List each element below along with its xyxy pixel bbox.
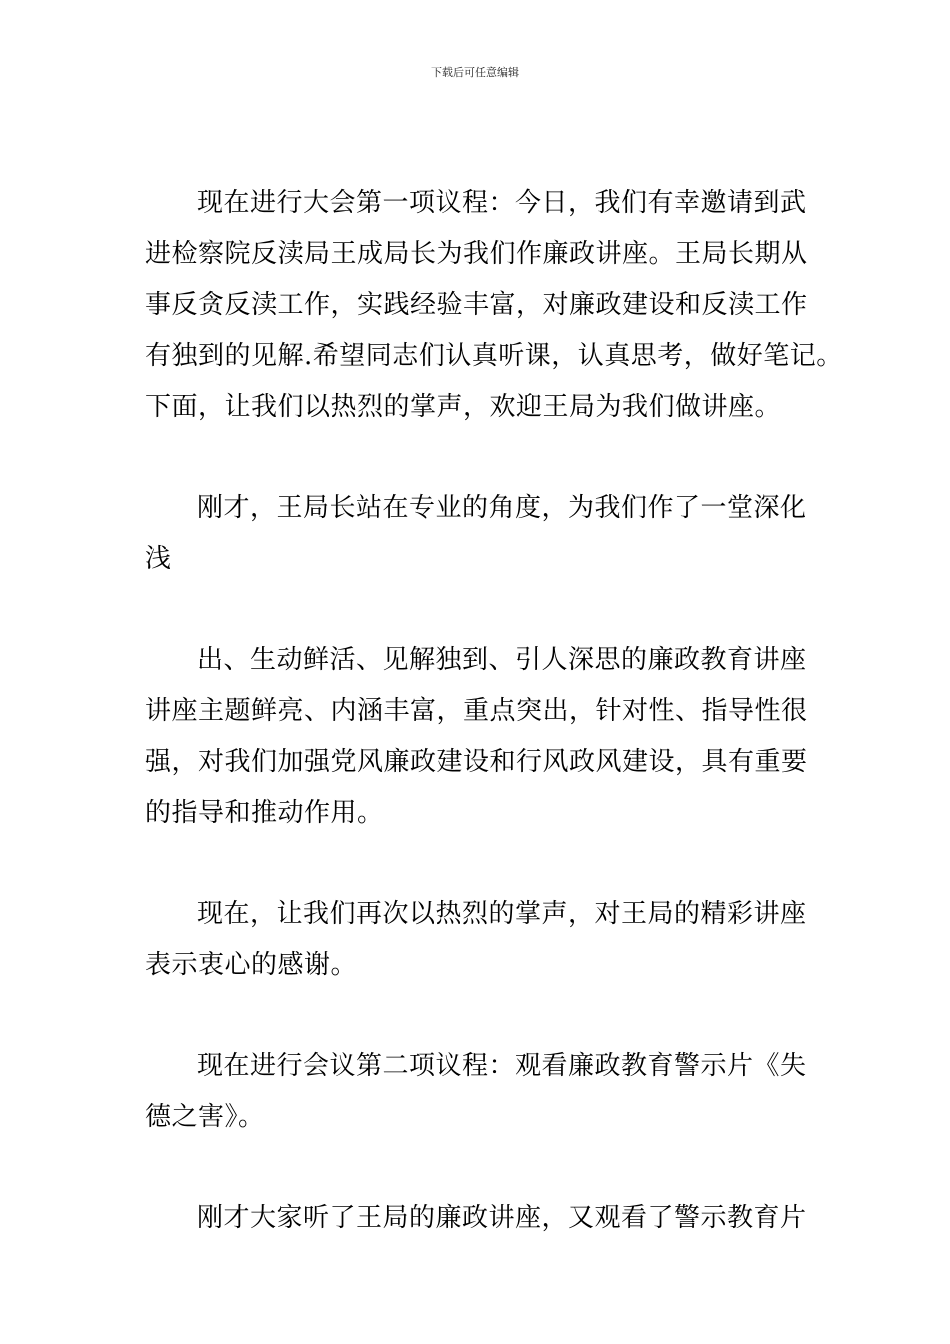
paragraph-3 — [145, 635, 810, 839]
text-line: 下面，让我们以热烈的掌声，欢迎王局为我们做讲座。 — [145, 392, 782, 422]
text-line: 现在进行会议第二项议程：观看廉政教育警示片《失 — [197, 1051, 807, 1081]
text-line: 讲座主题鲜亮、内涵丰富，重点突出，针对性、指导性很 — [145, 696, 808, 726]
paragraph-2 — [145, 483, 810, 585]
page-header: 下载后可任意编辑 — [431, 66, 519, 79]
text-line: 的指导和推动作用。 — [145, 798, 384, 828]
text-line: 进检察院反渎局王成局长为我们作廉政讲座。王局长期从 — [145, 239, 808, 269]
paragraph-5 — [145, 1041, 810, 1143]
text-line: 德之害》。 — [145, 1102, 265, 1132]
text-line: 出、生动鲜活、见解独到、引人深思的廉政教育讲座 — [197, 645, 807, 675]
text-line: 现在进行大会第一项议程：今日，我们有幸邀请到武 — [197, 188, 807, 218]
text-line: 强，对我们加强党风廉政建设和行风政风建设，具有重要 — [145, 747, 808, 777]
paragraph-4 — [145, 889, 810, 991]
text-line: 刚才大家听了王局的廉政讲座，又观看了警示教育片 — [197, 1203, 807, 1233]
text-line: 事反贪反渎工作，实践经验丰富，对廉政建设和反渎工作 — [145, 290, 808, 320]
text-line: 现在，让我们再次以热烈的掌声，对王局的精彩讲座 — [197, 899, 807, 929]
text-line: 刚才，王局长站在专业的角度，为我们作了一堂深化 — [197, 493, 807, 523]
paragraph-6 — [145, 1193, 810, 1244]
document-body — [145, 178, 843, 1244]
paragraph-1 — [145, 178, 843, 433]
text-line: 浅 — [145, 544, 172, 574]
text-line: 有独到的见解.希望同志们认真听课，认真思考，做好笔记。 — [145, 341, 843, 371]
text-line: 表示衷心的感谢。 — [145, 950, 358, 980]
